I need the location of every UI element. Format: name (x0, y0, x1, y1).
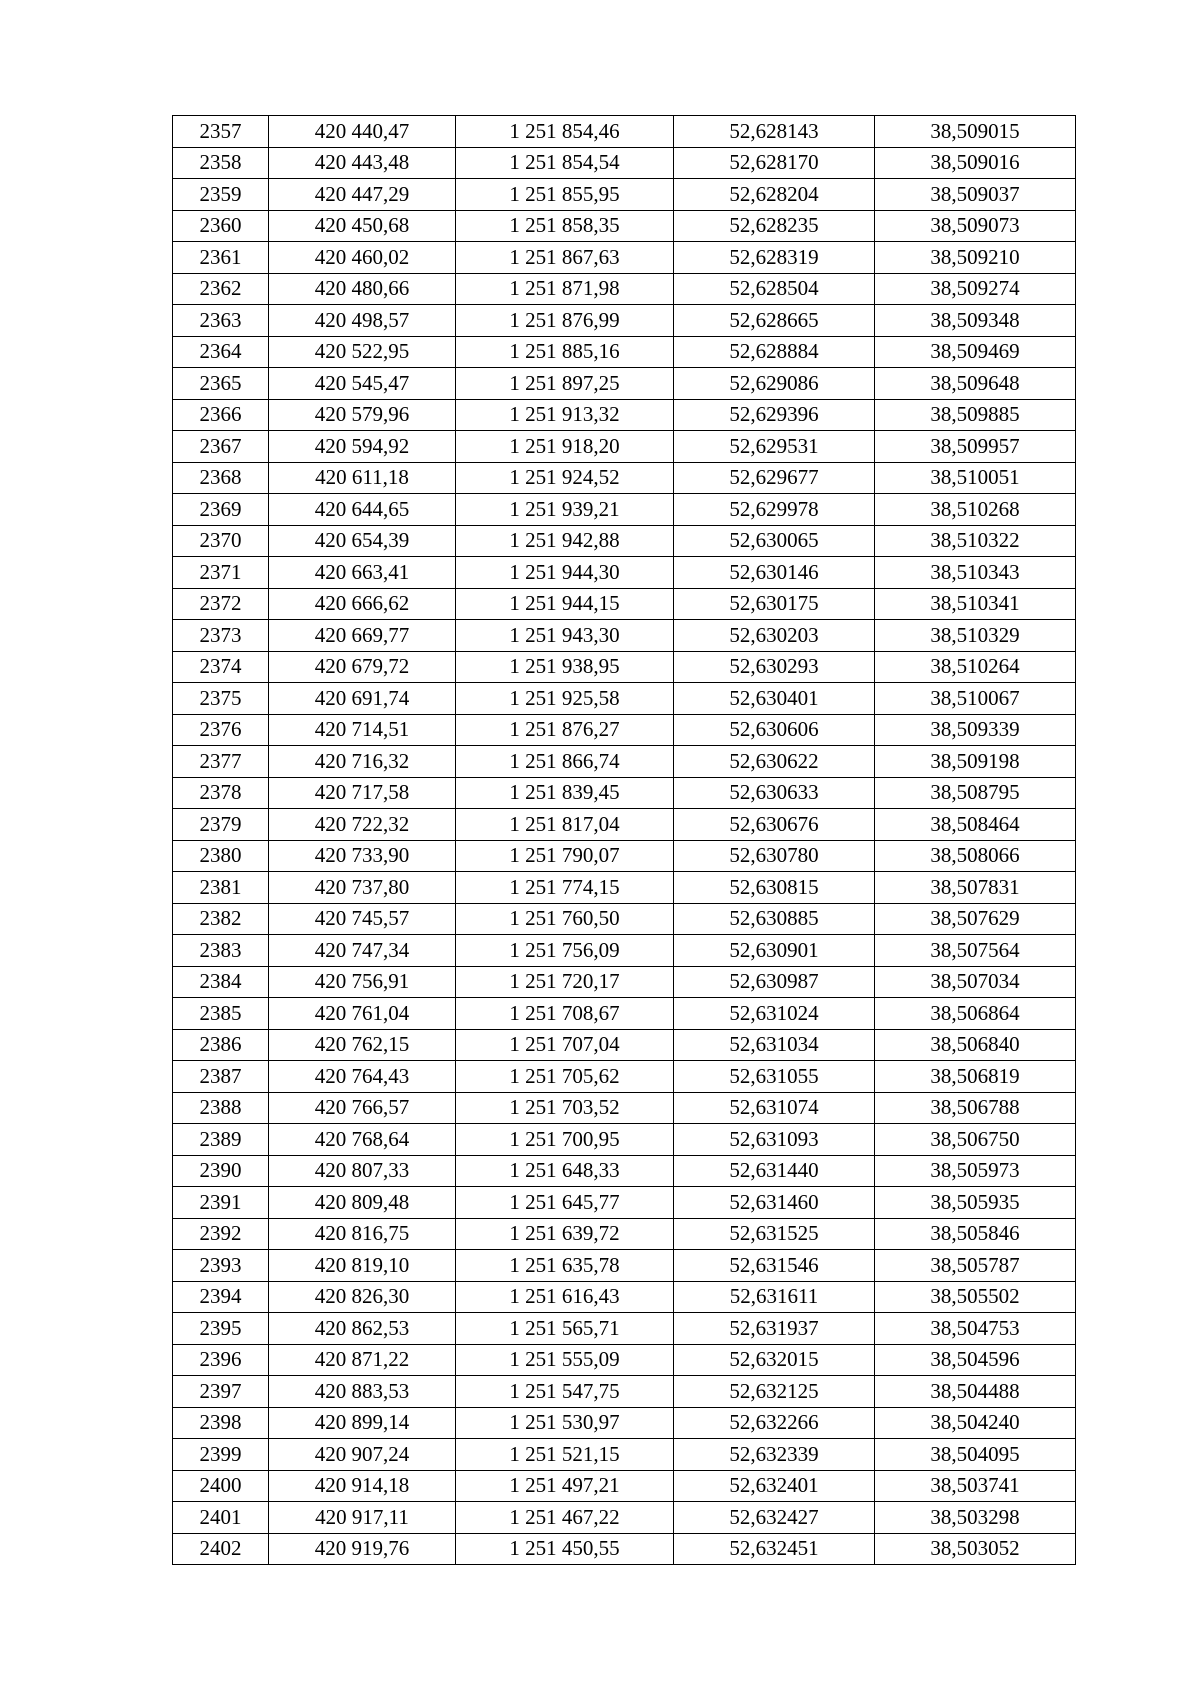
x-coordinate-cell: 420 883,53 (269, 1376, 456, 1408)
longitude-cell: 38,510268 (875, 494, 1076, 526)
table-row (173, 872, 1076, 904)
longitude-cell: 38,505846 (875, 1218, 1076, 1250)
table-row (173, 147, 1076, 179)
y-coordinate-cell: 1 251 703,52 (456, 1092, 674, 1124)
table-row (173, 525, 1076, 557)
y-coordinate-cell: 1 251 913,32 (456, 399, 674, 431)
longitude-cell: 38,508066 (875, 840, 1076, 872)
latitude-cell: 52,628504 (674, 273, 875, 305)
x-coordinate-cell: 420 691,74 (269, 683, 456, 715)
point-number-cell: 2361 (173, 242, 269, 274)
x-coordinate-cell: 420 579,96 (269, 399, 456, 431)
point-number-cell: 2388 (173, 1092, 269, 1124)
table-row (173, 651, 1076, 683)
x-coordinate-cell: 420 611,18 (269, 462, 456, 494)
table-row (173, 966, 1076, 998)
point-number-cell: 2370 (173, 525, 269, 557)
x-coordinate-cell: 420 745,57 (269, 903, 456, 935)
y-coordinate-cell: 1 251 555,09 (456, 1344, 674, 1376)
x-coordinate-cell: 420 644,65 (269, 494, 456, 526)
y-coordinate-cell: 1 251 855,95 (456, 179, 674, 211)
latitude-cell: 52,630987 (674, 966, 875, 998)
point-number-cell: 2397 (173, 1376, 269, 1408)
point-number-cell: 2379 (173, 809, 269, 841)
longitude-cell: 38,504095 (875, 1439, 1076, 1471)
table-row (173, 903, 1076, 935)
y-coordinate-cell: 1 251 547,75 (456, 1376, 674, 1408)
longitude-cell: 38,509957 (875, 431, 1076, 463)
latitude-cell: 52,630146 (674, 557, 875, 589)
longitude-cell: 38,505973 (875, 1155, 1076, 1187)
longitude-cell: 38,506840 (875, 1029, 1076, 1061)
latitude-cell: 52,630676 (674, 809, 875, 841)
latitude-cell: 52,631546 (674, 1250, 875, 1282)
point-number-cell: 2358 (173, 147, 269, 179)
table-row (173, 1313, 1076, 1345)
x-coordinate-cell: 420 716,32 (269, 746, 456, 778)
x-coordinate-cell: 420 498,57 (269, 305, 456, 337)
longitude-cell: 38,509016 (875, 147, 1076, 179)
latitude-cell: 52,631460 (674, 1187, 875, 1219)
y-coordinate-cell: 1 251 918,20 (456, 431, 674, 463)
longitude-cell: 38,510343 (875, 557, 1076, 589)
longitude-cell: 38,509469 (875, 336, 1076, 368)
x-coordinate-cell: 420 722,32 (269, 809, 456, 841)
latitude-cell: 52,630175 (674, 588, 875, 620)
x-coordinate-cell: 420 545,47 (269, 368, 456, 400)
y-coordinate-cell: 1 251 700,95 (456, 1124, 674, 1156)
table-row (173, 1155, 1076, 1187)
point-number-cell: 2382 (173, 903, 269, 935)
x-coordinate-cell: 420 761,04 (269, 998, 456, 1030)
latitude-cell: 52,630401 (674, 683, 875, 715)
y-coordinate-cell: 1 251 858,35 (456, 210, 674, 242)
point-number-cell: 2359 (173, 179, 269, 211)
y-coordinate-cell: 1 251 939,21 (456, 494, 674, 526)
y-coordinate-cell: 1 251 897,25 (456, 368, 674, 400)
y-coordinate-cell: 1 251 565,71 (456, 1313, 674, 1345)
point-number-cell: 2376 (173, 714, 269, 746)
longitude-cell: 38,508464 (875, 809, 1076, 841)
table-row (173, 1250, 1076, 1282)
x-coordinate-cell: 420 764,43 (269, 1061, 456, 1093)
x-coordinate-cell: 420 450,68 (269, 210, 456, 242)
x-coordinate-cell: 420 480,66 (269, 273, 456, 305)
latitude-cell: 52,631074 (674, 1092, 875, 1124)
latitude-cell: 52,628665 (674, 305, 875, 337)
y-coordinate-cell: 1 251 871,98 (456, 273, 674, 305)
x-coordinate-cell: 420 862,53 (269, 1313, 456, 1345)
point-number-cell: 2367 (173, 431, 269, 463)
longitude-cell: 38,503298 (875, 1502, 1076, 1534)
x-coordinate-cell: 420 768,64 (269, 1124, 456, 1156)
y-coordinate-cell: 1 251 924,52 (456, 462, 674, 494)
point-number-cell: 2365 (173, 368, 269, 400)
y-coordinate-cell: 1 251 866,74 (456, 746, 674, 778)
y-coordinate-cell: 1 251 854,54 (456, 147, 674, 179)
latitude-cell: 52,628884 (674, 336, 875, 368)
table-row (173, 1061, 1076, 1093)
x-coordinate-cell: 420 826,30 (269, 1281, 456, 1313)
x-coordinate-cell: 420 679,72 (269, 651, 456, 683)
y-coordinate-cell: 1 251 817,04 (456, 809, 674, 841)
latitude-cell: 52,630606 (674, 714, 875, 746)
table-row (173, 998, 1076, 1030)
x-coordinate-cell: 420 443,48 (269, 147, 456, 179)
table-row (173, 777, 1076, 809)
x-coordinate-cell: 420 714,51 (269, 714, 456, 746)
point-number-cell: 2385 (173, 998, 269, 1030)
table-row (173, 494, 1076, 526)
point-number-cell: 2380 (173, 840, 269, 872)
longitude-cell: 38,509339 (875, 714, 1076, 746)
y-coordinate-cell: 1 251 944,30 (456, 557, 674, 589)
latitude-cell: 52,632339 (674, 1439, 875, 1471)
table-row (173, 179, 1076, 211)
latitude-cell: 52,631440 (674, 1155, 875, 1187)
x-coordinate-cell: 420 522,95 (269, 336, 456, 368)
y-coordinate-cell: 1 251 867,63 (456, 242, 674, 274)
y-coordinate-cell: 1 251 708,67 (456, 998, 674, 1030)
table-row (173, 336, 1076, 368)
table-row (173, 305, 1076, 337)
x-coordinate-cell: 420 917,11 (269, 1502, 456, 1534)
longitude-cell: 38,509015 (875, 116, 1076, 148)
table-row (173, 273, 1076, 305)
coordinates-table (172, 115, 1076, 1565)
longitude-cell: 38,506750 (875, 1124, 1076, 1156)
longitude-cell: 38,509648 (875, 368, 1076, 400)
x-coordinate-cell: 420 460,02 (269, 242, 456, 274)
latitude-cell: 52,630293 (674, 651, 875, 683)
longitude-cell: 38,507564 (875, 935, 1076, 967)
x-coordinate-cell: 420 717,58 (269, 777, 456, 809)
y-coordinate-cell: 1 251 635,78 (456, 1250, 674, 1282)
table-row (173, 1407, 1076, 1439)
longitude-cell: 38,505502 (875, 1281, 1076, 1313)
y-coordinate-cell: 1 251 925,58 (456, 683, 674, 715)
latitude-cell: 52,630633 (674, 777, 875, 809)
longitude-cell: 38,510341 (875, 588, 1076, 620)
table-row (173, 1218, 1076, 1250)
point-number-cell: 2360 (173, 210, 269, 242)
x-coordinate-cell: 420 654,39 (269, 525, 456, 557)
x-coordinate-cell: 420 663,41 (269, 557, 456, 589)
point-number-cell: 2363 (173, 305, 269, 337)
y-coordinate-cell: 1 251 720,17 (456, 966, 674, 998)
point-number-cell: 2401 (173, 1502, 269, 1534)
longitude-cell: 38,507629 (875, 903, 1076, 935)
y-coordinate-cell: 1 251 616,43 (456, 1281, 674, 1313)
x-coordinate-cell: 420 816,75 (269, 1218, 456, 1250)
latitude-cell: 52,629086 (674, 368, 875, 400)
point-number-cell: 2372 (173, 588, 269, 620)
latitude-cell: 52,628204 (674, 179, 875, 211)
latitude-cell: 52,630901 (674, 935, 875, 967)
latitude-cell: 52,629978 (674, 494, 875, 526)
point-number-cell: 2381 (173, 872, 269, 904)
point-number-cell: 2371 (173, 557, 269, 589)
latitude-cell: 52,628143 (674, 116, 875, 148)
table-row (173, 210, 1076, 242)
latitude-cell: 52,628170 (674, 147, 875, 179)
longitude-cell: 38,506864 (875, 998, 1076, 1030)
latitude-cell: 52,632427 (674, 1502, 875, 1534)
table-row (173, 1344, 1076, 1376)
y-coordinate-cell: 1 251 943,30 (456, 620, 674, 652)
x-coordinate-cell: 420 819,10 (269, 1250, 456, 1282)
longitude-cell: 38,510264 (875, 651, 1076, 683)
longitude-cell: 38,509348 (875, 305, 1076, 337)
point-number-cell: 2393 (173, 1250, 269, 1282)
y-coordinate-cell: 1 251 885,16 (456, 336, 674, 368)
table-row (173, 746, 1076, 778)
longitude-cell: 38,509073 (875, 210, 1076, 242)
longitude-cell: 38,505787 (875, 1250, 1076, 1282)
table-row (173, 557, 1076, 589)
longitude-cell: 38,510329 (875, 620, 1076, 652)
point-number-cell: 2395 (173, 1313, 269, 1345)
latitude-cell: 52,631937 (674, 1313, 875, 1345)
table-row (173, 431, 1076, 463)
y-coordinate-cell: 1 251 645,77 (456, 1187, 674, 1219)
y-coordinate-cell: 1 251 876,27 (456, 714, 674, 746)
latitude-cell: 52,629531 (674, 431, 875, 463)
longitude-cell: 38,506819 (875, 1061, 1076, 1093)
y-coordinate-cell: 1 251 760,50 (456, 903, 674, 935)
x-coordinate-cell: 420 762,15 (269, 1029, 456, 1061)
x-coordinate-cell: 420 440,47 (269, 116, 456, 148)
latitude-cell: 52,630885 (674, 903, 875, 935)
latitude-cell: 52,631611 (674, 1281, 875, 1313)
table-row (173, 588, 1076, 620)
point-number-cell: 2377 (173, 746, 269, 778)
x-coordinate-cell: 420 899,14 (269, 1407, 456, 1439)
longitude-cell: 38,505935 (875, 1187, 1076, 1219)
y-coordinate-cell: 1 251 790,07 (456, 840, 674, 872)
y-coordinate-cell: 1 251 497,21 (456, 1470, 674, 1502)
point-number-cell: 2383 (173, 935, 269, 967)
table-row (173, 1281, 1076, 1313)
y-coordinate-cell: 1 251 942,88 (456, 525, 674, 557)
x-coordinate-cell: 420 733,90 (269, 840, 456, 872)
point-number-cell: 2399 (173, 1439, 269, 1471)
longitude-cell: 38,509198 (875, 746, 1076, 778)
x-coordinate-cell: 420 907,24 (269, 1439, 456, 1471)
table-row (173, 840, 1076, 872)
table-row (173, 1092, 1076, 1124)
table-row (173, 935, 1076, 967)
latitude-cell: 52,630065 (674, 525, 875, 557)
point-number-cell: 2373 (173, 620, 269, 652)
point-number-cell: 2394 (173, 1281, 269, 1313)
x-coordinate-cell: 420 747,34 (269, 935, 456, 967)
table-row (173, 1533, 1076, 1565)
y-coordinate-cell: 1 251 938,95 (456, 651, 674, 683)
x-coordinate-cell: 420 809,48 (269, 1187, 456, 1219)
table-row (173, 462, 1076, 494)
y-coordinate-cell: 1 251 467,22 (456, 1502, 674, 1534)
longitude-cell: 38,509037 (875, 179, 1076, 211)
y-coordinate-cell: 1 251 854,46 (456, 116, 674, 148)
latitude-cell: 52,631024 (674, 998, 875, 1030)
point-number-cell: 2378 (173, 777, 269, 809)
x-coordinate-cell: 420 914,18 (269, 1470, 456, 1502)
y-coordinate-cell: 1 251 707,04 (456, 1029, 674, 1061)
latitude-cell: 52,632015 (674, 1344, 875, 1376)
latitude-cell: 52,631055 (674, 1061, 875, 1093)
longitude-cell: 38,507831 (875, 872, 1076, 904)
x-coordinate-cell: 420 666,62 (269, 588, 456, 620)
x-coordinate-cell: 420 737,80 (269, 872, 456, 904)
point-number-cell: 2391 (173, 1187, 269, 1219)
latitude-cell: 52,630815 (674, 872, 875, 904)
x-coordinate-cell: 420 447,29 (269, 179, 456, 211)
point-number-cell: 2362 (173, 273, 269, 305)
longitude-cell: 38,509210 (875, 242, 1076, 274)
x-coordinate-cell: 420 756,91 (269, 966, 456, 998)
longitude-cell: 38,510051 (875, 462, 1076, 494)
table-row (173, 1470, 1076, 1502)
table-row (173, 1502, 1076, 1534)
table-row (173, 1439, 1076, 1471)
point-number-cell: 2375 (173, 683, 269, 715)
latitude-cell: 52,630780 (674, 840, 875, 872)
y-coordinate-cell: 1 251 639,72 (456, 1218, 674, 1250)
table-row (173, 1124, 1076, 1156)
point-number-cell: 2369 (173, 494, 269, 526)
y-coordinate-cell: 1 251 774,15 (456, 872, 674, 904)
latitude-cell: 52,630622 (674, 746, 875, 778)
table-row (173, 809, 1076, 841)
longitude-cell: 38,504753 (875, 1313, 1076, 1345)
latitude-cell: 52,629677 (674, 462, 875, 494)
x-coordinate-cell: 420 669,77 (269, 620, 456, 652)
longitude-cell: 38,510067 (875, 683, 1076, 715)
coordinates-table-body (173, 116, 1076, 1565)
table-row (173, 242, 1076, 274)
point-number-cell: 2374 (173, 651, 269, 683)
y-coordinate-cell: 1 251 876,99 (456, 305, 674, 337)
latitude-cell: 52,632266 (674, 1407, 875, 1439)
x-coordinate-cell: 420 594,92 (269, 431, 456, 463)
y-coordinate-cell: 1 251 944,15 (456, 588, 674, 620)
longitude-cell: 38,508795 (875, 777, 1076, 809)
longitude-cell: 38,503741 (875, 1470, 1076, 1502)
longitude-cell: 38,506788 (875, 1092, 1076, 1124)
latitude-cell: 52,632125 (674, 1376, 875, 1408)
point-number-cell: 2389 (173, 1124, 269, 1156)
y-coordinate-cell: 1 251 648,33 (456, 1155, 674, 1187)
point-number-cell: 2402 (173, 1533, 269, 1565)
longitude-cell: 38,504488 (875, 1376, 1076, 1408)
y-coordinate-cell: 1 251 530,97 (456, 1407, 674, 1439)
longitude-cell: 38,503052 (875, 1533, 1076, 1565)
longitude-cell: 38,507034 (875, 966, 1076, 998)
point-number-cell: 2390 (173, 1155, 269, 1187)
y-coordinate-cell: 1 251 705,62 (456, 1061, 674, 1093)
latitude-cell: 52,632401 (674, 1470, 875, 1502)
point-number-cell: 2364 (173, 336, 269, 368)
point-number-cell: 2384 (173, 966, 269, 998)
y-coordinate-cell: 1 251 521,15 (456, 1439, 674, 1471)
latitude-cell: 52,631034 (674, 1029, 875, 1061)
point-number-cell: 2368 (173, 462, 269, 494)
table-row (173, 399, 1076, 431)
longitude-cell: 38,509274 (875, 273, 1076, 305)
longitude-cell: 38,504596 (875, 1344, 1076, 1376)
y-coordinate-cell: 1 251 839,45 (456, 777, 674, 809)
point-number-cell: 2366 (173, 399, 269, 431)
latitude-cell: 52,631093 (674, 1124, 875, 1156)
longitude-cell: 38,504240 (875, 1407, 1076, 1439)
latitude-cell: 52,628319 (674, 242, 875, 274)
longitude-cell: 38,509885 (875, 399, 1076, 431)
latitude-cell: 52,632451 (674, 1533, 875, 1565)
point-number-cell: 2387 (173, 1061, 269, 1093)
table-row (173, 1376, 1076, 1408)
table-row (173, 1029, 1076, 1061)
x-coordinate-cell: 420 919,76 (269, 1533, 456, 1565)
point-number-cell: 2400 (173, 1470, 269, 1502)
table-row (173, 116, 1076, 148)
x-coordinate-cell: 420 807,33 (269, 1155, 456, 1187)
y-coordinate-cell: 1 251 756,09 (456, 935, 674, 967)
x-coordinate-cell: 420 871,22 (269, 1344, 456, 1376)
y-coordinate-cell: 1 251 450,55 (456, 1533, 674, 1565)
x-coordinate-cell: 420 766,57 (269, 1092, 456, 1124)
point-number-cell: 2398 (173, 1407, 269, 1439)
point-number-cell: 2396 (173, 1344, 269, 1376)
table-row (173, 683, 1076, 715)
table-row (173, 368, 1076, 400)
table-row (173, 1187, 1076, 1219)
table-row (173, 620, 1076, 652)
longitude-cell: 38,510322 (875, 525, 1076, 557)
latitude-cell: 52,629396 (674, 399, 875, 431)
table-row (173, 714, 1076, 746)
point-number-cell: 2386 (173, 1029, 269, 1061)
point-number-cell: 2357 (173, 116, 269, 148)
latitude-cell: 52,630203 (674, 620, 875, 652)
point-number-cell: 2392 (173, 1218, 269, 1250)
latitude-cell: 52,628235 (674, 210, 875, 242)
latitude-cell: 52,631525 (674, 1218, 875, 1250)
